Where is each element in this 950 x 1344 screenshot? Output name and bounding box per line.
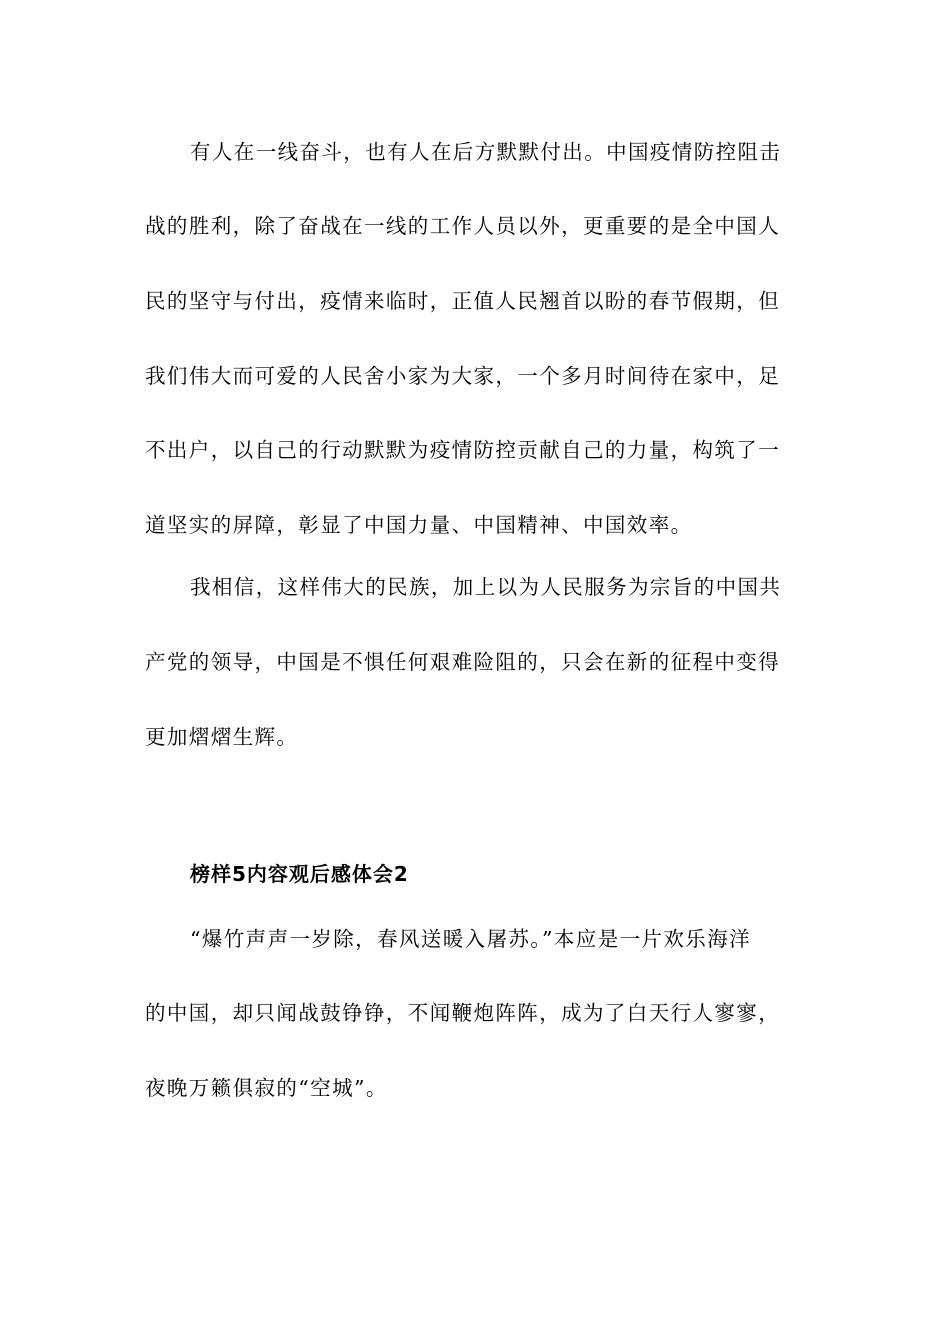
text-line: 夜晚万籁俱寂的“空城”。 <box>145 1076 388 1100</box>
text-line: “爆竹声声一岁除，春风送暖入屠苏。”本应是一片欢乐海洋 <box>190 927 752 951</box>
text-line: 民的坚守与付出，疫情来临时，正值人民翘首以盼的春节假期，但 <box>145 289 781 313</box>
text-line: 我们伟大而可爱的人民舍小家为大家，一个多月时间待在家中，足 <box>145 364 781 388</box>
text-line: 有人在一线奋斗，也有人在后方默默付出。中国疫情防控阻击 <box>190 140 782 164</box>
text-line: 我相信，这样伟大的民族，加上以为人民服务为宗旨的中国共 <box>190 575 782 599</box>
section-heading: 榜样5内容观后感体会2 <box>190 862 409 886</box>
text-line: 的中国，却只闻战鼓铮铮，不闻鞭炮阵阵，成为了白天行人寥寥， <box>145 1001 781 1025</box>
text-line: 产党的领导，中国是不惧任何艰难险阻的，只会在新的征程中变得 <box>145 650 781 674</box>
text-line: 不出户，以自己的行动默默为疫情防控贡献自己的力量，构筑了一 <box>145 438 781 462</box>
text-line: 更加熠熠生辉。 <box>145 725 299 749</box>
text-line: 道坚实的屏障，彰显了中国力量、中国精神、中国效率。 <box>145 513 693 537</box>
text-line: 战的胜利，除了奋战在一线的工作人员以外，更重要的是全中国人 <box>145 214 781 238</box>
